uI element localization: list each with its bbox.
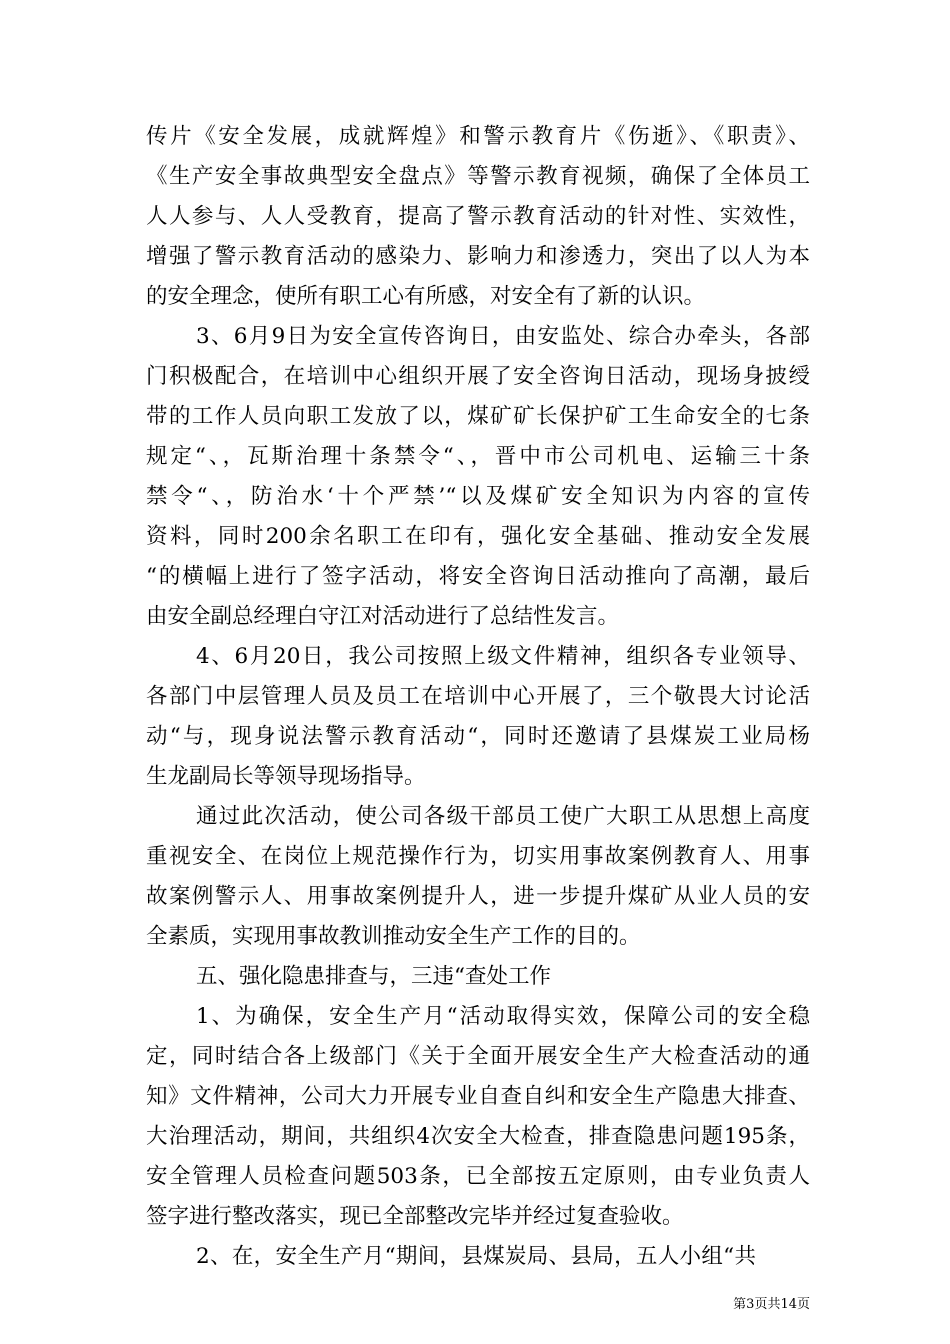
text-line: 由安全副总经理白守江对活动进行了总结性发言。 (146, 604, 620, 629)
text-line: 规定“、，瓦斯治理十条禁令“、，晋中市公司机电、运输三十条 (146, 444, 810, 469)
text-line: 全素质，实现用事故教训推动安全生产工作的目的。 (146, 924, 641, 949)
section-heading: 五、强化隐患排查与，三违“查处工作 (196, 964, 551, 989)
text-line: 3、6月9日为安全宣传咨询日，由安监处、综合办牵头，各部 (196, 324, 810, 349)
text-line: 增强了警示教育活动的感染力、影响力和渗透力，突出了以人为本 (146, 244, 810, 269)
text-line: 故案例警示人、用事故案例提升人，进一步提升煤矿从业人员的安 (146, 884, 810, 909)
text-line: 门积极配合，在培训中心组织开展了安全咨询日活动，现场身披绶 (146, 364, 810, 389)
text-line: 《生产安全事故典型安全盘点》等警示教育视频，确保了全体员工 (146, 164, 810, 189)
text-line: 带的工作人员向职工发放了以，煤矿矿长保护矿工生命安全的七条 (146, 404, 810, 429)
text-line: 通过此次活动，使公司各级干部员工使广大职工从思想上高度 (196, 804, 810, 829)
text-line: 人人参与、人人受教育，提高了警示教育活动的针对性、实效性， (146, 204, 810, 229)
text-line: 各部门中层管理人员及员工在培训中心开展了，三个敬畏大讨论活 (146, 684, 810, 709)
text-line: 资料，同时200余名职工在印有，强化安全基础、推动安全发展 (146, 524, 810, 549)
text-line: 4、6月20日，我公司按照上级文件精神，组织各专业领导、 (196, 644, 810, 669)
text-line: 生龙副局长等领导现场指导。 (146, 764, 426, 789)
text-line: 知》文件精神，公司大力开展专业自查自纠和安全生产隐患大排查、 (146, 1084, 810, 1109)
text-line: “的横幅上进行了签字活动，将安全咨询日活动推向了高潮，最后 (146, 564, 810, 589)
text-line: 动“与，现身说法警示教育活动“，同时还邀请了县煤炭工业局杨 (146, 724, 810, 749)
text-line: 1、为确保，安全生产月“活动取得实效，保障公司的安全稳 (196, 1004, 810, 1029)
text-line: 禁令“、，防治水‘十个严禁’“以及煤矿安全知识为内容的宣传 (146, 484, 810, 509)
text-line: 的安全理念，使所有职工心有所感，对安全有了新的认识。 (146, 284, 706, 309)
text-line: 2、在，安全生产月“期间，县煤炭局、县局，五人小组“共 (196, 1244, 756, 1269)
text-line: 安全管理人员检查问题503条，已全部按五定原则，由专业负责人 (146, 1164, 810, 1189)
text-line: 大治理活动，期间，共组织4次安全大检查，排查隐患问题195条， (146, 1124, 810, 1149)
text-line: 重视安全、在岗位上规范操作行为，切实用事故案例教育人、用事 (146, 844, 810, 869)
text-line: 传片《安全发展，成就辉煌》和警示教育片《伤逝》、《职责》、 (146, 124, 810, 149)
text-line: 定，同时结合各上级部门《关于全面开展安全生产大检查活动的通 (146, 1044, 810, 1069)
page-number-footer: 第3页共14页 (733, 1297, 810, 1312)
text-line: 签字进行整改落实，现已全部整改完毕并经过复查验收。 (146, 1204, 684, 1229)
